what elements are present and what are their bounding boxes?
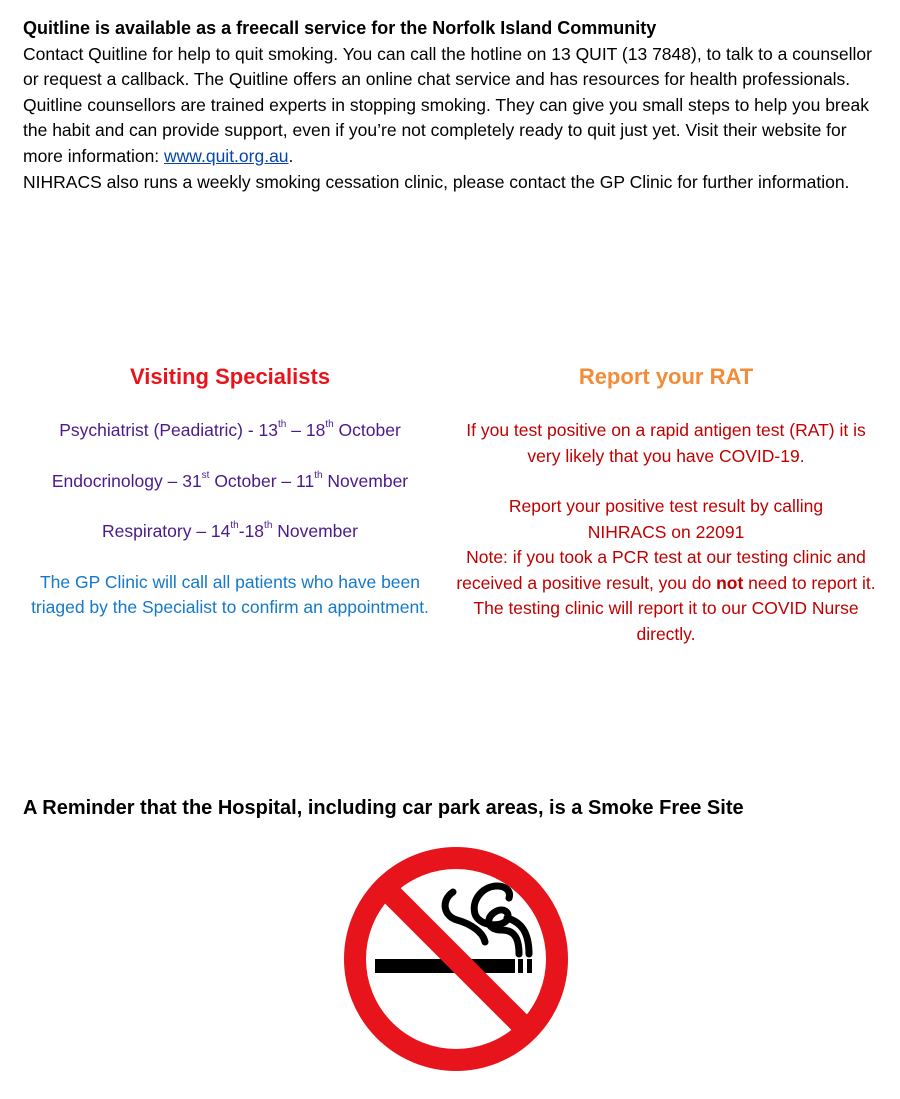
rat-positive-text: If you test positive on a rapid antigen test (RAT) it is very likely that you have COVID-19. <box>466 420 866 466</box>
cessation-clinic-note: NIHRACS also runs a weekly smoking cessation clinic, please contact the GP Clinic for further information. <box>23 172 850 192</box>
quitline-section <box>23 16 883 196</box>
quit-website-link[interactable]: www.quit.org.au <box>164 145 289 166</box>
specialist-item: Endocrinology – 31st October – 11th November <box>51 469 409 491</box>
rat-title: Report your RAT <box>578 364 754 389</box>
rat-info <box>456 418 876 647</box>
smoke-free-reminder: A Reminder that the Hospital, including car park areas, is a Smoke Free Site <box>23 797 744 819</box>
gp-clinic-note: The GP Clinic will call all patients who have been triaged by the Specialist to confirm an appointment. <box>31 571 429 617</box>
report-rat-section <box>456 362 876 647</box>
specialist-item: Respiratory – 14th-18th November <box>102 520 358 541</box>
quitline-heading: Quitline is available as a freecall service for the Norfolk Island Community <box>23 18 657 38</box>
quitline-body <box>23 42 883 170</box>
visiting-specialists-section <box>20 362 440 621</box>
no-smoking-icon <box>343 846 569 1072</box>
rat-pcr-note: Note: if you took a PCR test at our testing clinic and received a positive result, you do not need to report it. The testing clinic will report it to our COVID Nurse directly. <box>456 547 876 644</box>
specialist-item: Psychiatrist (Peadiatric) - 13th – 18th October <box>59 419 401 440</box>
quitline-body-text: Contact Quitline for help to quit smoking. You can call the hotline on 13 QUIT (13 7848), to talk to a counsellor or request a callback. The Quitline offers an online chat service and has resources for health professionals. Quitline counsellors are trained experts in stopping smoking. They can give you small steps to help you break the habit and can provide support, even if you’re not completely ready to quit just yet. Visit their website for more information: <box>23 43 872 166</box>
specialists-title: Visiting Specialists <box>129 364 331 389</box>
quitline-body-end: . <box>288 145 294 166</box>
rat-report-text: Report your positive test result by calling NIHRACS on 22091 <box>508 496 824 542</box>
